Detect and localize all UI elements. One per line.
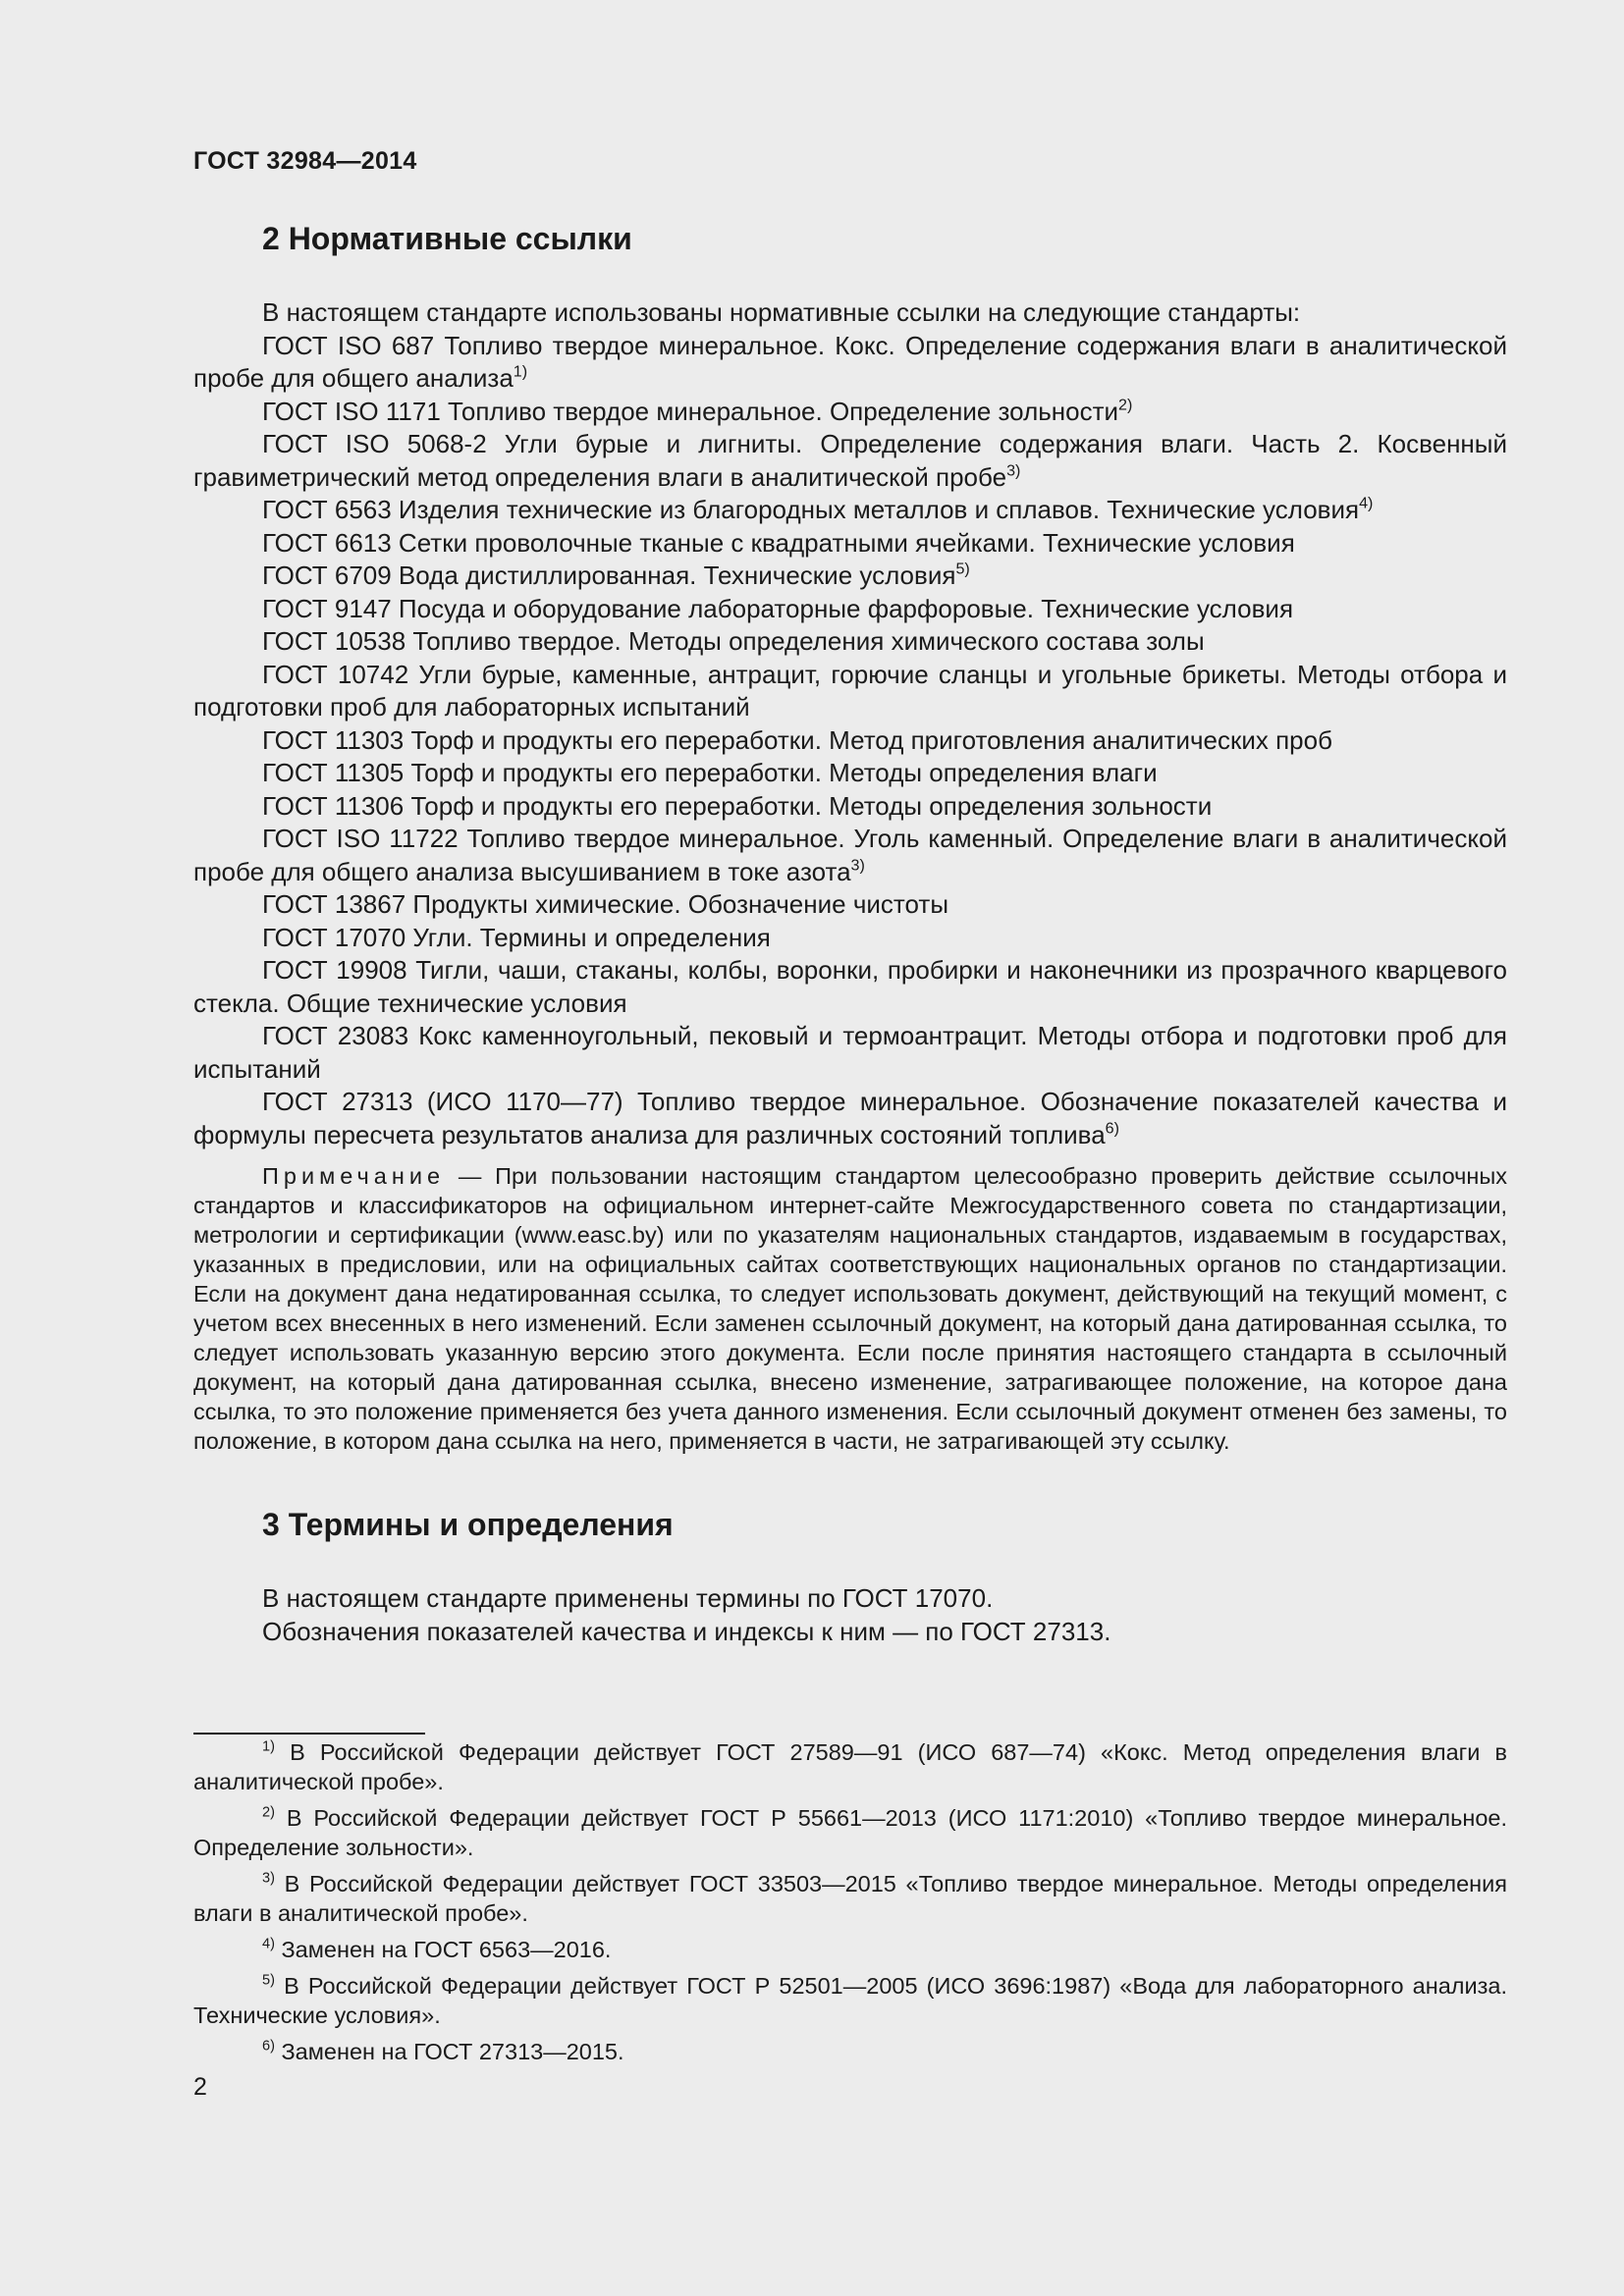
section-3 bbox=[193, 1507, 1507, 1648]
footnote-ref: 1) bbox=[513, 362, 528, 381]
reference-item: ГОСТ 17070 Угли. Термины и определения bbox=[262, 922, 771, 952]
note-label: Примечание bbox=[262, 1163, 446, 1189]
reference-item: ГОСТ 6709 Вода дистиллированная. Технические условия$^{5)}$ bbox=[262, 560, 970, 590]
section-3-line: В настоящем стандарте применены термины по ГОСТ 17070. bbox=[262, 1583, 994, 1613]
reference-item: ГОСТ ISO 687 Топливо твердое минеральное. Кокс. Определение содержания влаги в аналитической пробе для общего анализа$^{1)}$ bbox=[193, 330, 1507, 393]
note-paragraph bbox=[193, 1161, 1507, 1456]
reference-item: ГОСТ 10742 Угли бурые, каменные, антрацит, горючие сланцы и угольные брикеты. Методы отбора и подготовки проб для лабораторных испытаний bbox=[193, 659, 1507, 721]
footnote-ref: 3) bbox=[850, 856, 865, 875]
reference-item: ГОСТ 11306 Торф и продукты его переработки. Методы определения зольности bbox=[262, 790, 1213, 821]
footnote-item: $^{5)}$ В Российской Федерации действует ГОСТ Р 52501—2005 (ИСО 3696:1987) «Вода для лабораторного анализа. Технические условия». bbox=[193, 1972, 1507, 2028]
footnote-item: $^{3)}$ В Российской Федерации действует ГОСТ 33503—2015 «Топливо твердое минеральное. Методы определения влаги в аналитической пробе». bbox=[193, 1870, 1507, 1926]
note-text: — При пользовании настоящим стандартом целесообразно проверить действие ссылочных стандартов и классификаторов на официальном интернет-сайте Межгосударственного совета по стандартизации, метрологии и сертификации (www.easc.by) или по указателям национальных стандартов, издаваемым в государствах, указанных в предисловии, или на официальных сайтах соответствующих национальных органов по стандартизации. Если на документ дана недатированная ссылка, то следует использовать документ, действующий на текущий момент, с учетом всех внесенных в него изменений. Если заменен ссылочный документ, на который дана датированная ссылка, то следует использовать указанную версию этого документа. Если после принятия настоящего стандарта в ссылочный документ, на который дана датированная ссылка, внесено изменение, затрагивающее положение, на которое дана ссылка, то это положение применяется без учета данного изменения. Если ссылочный документ отменен без замены, то положение, в котором дана ссылка на него, применяется в части, не затрагивающей эту ссылку. bbox=[193, 1163, 1507, 1454]
section-2-title: 2 Нормативные ссылки bbox=[262, 221, 632, 256]
reference-item: ГОСТ 6613 Сетки проволочные тканые с квадратными ячейками. Технические условия bbox=[262, 527, 1295, 558]
reference-item: ГОСТ 13867 Продукты химические. Обозначение чистоты bbox=[262, 889, 949, 919]
footnote-item: $^{1)}$ В Российской Федерации действует ГОСТ 27589—91 (ИСО 687—74) «Кокс. Метод определения влаги в аналитической пробе». bbox=[193, 1738, 1507, 1794]
footnote-item: $^{2)}$ В Российской Федерации действует ГОСТ Р 55661—2013 (ИСО 1171:2010) «Топливо твердое минеральное. Определение зольности». bbox=[193, 1804, 1507, 1860]
footnote-ref: 3) bbox=[1006, 461, 1021, 480]
reference-item: ГОСТ 11305 Торф и продукты его переработки. Методы определения влаги bbox=[262, 758, 1158, 787]
footnote-ref: 2) bbox=[1118, 396, 1133, 414]
reference-item: ГОСТ ISO 1171 Топливо твердое минеральное. Определение зольности$^{2)}$ bbox=[262, 396, 1133, 426]
page-number: 2 bbox=[193, 2073, 207, 2101]
section-2-intro: В настоящем стандарте использованы нормативные ссылки на следующие стандарты: bbox=[262, 297, 1301, 327]
reference-item: ГОСТ 23083 Кокс каменноугольный, пековый и термоантрацит. Методы отбора и подготовки проб для испытаний bbox=[193, 1021, 1507, 1084]
reference-item: ГОСТ 9147 Посуда и оборудование лабораторные фарфоровые. Технические условия bbox=[262, 593, 1294, 623]
footnote-item: $^{6)}$ Заменен на ГОСТ 27313—2015. bbox=[262, 2038, 624, 2064]
footnote-item: $^{4)}$ Заменен на ГОСТ 6563—2016. bbox=[262, 1936, 612, 1962]
footnotes bbox=[193, 1737, 1507, 2073]
document-header: ГОСТ 32984—2014 bbox=[193, 147, 417, 175]
reference-item: ГОСТ 27313 (ИСО 1170—77) Топливо твердое минеральное. Обозначение показателей качества и формулы пересчета результатов анализа для различных состояний топлива$^{6)}$ bbox=[193, 1087, 1507, 1149]
section-3-line: Обозначения показателей качества и индексы к ним — по ГОСТ 27313. bbox=[262, 1616, 1111, 1646]
section-3-title: 3 Термины и определения bbox=[262, 1507, 674, 1542]
footnote-ref: 5) bbox=[955, 560, 970, 578]
reference-item: ГОСТ 19908 Тигли, чаши, стаканы, колбы, воронки, пробирки и наконечники из прозрачного кварцевого стекла. Общие технические условия bbox=[193, 955, 1507, 1018]
footnote-separator bbox=[193, 1733, 425, 1735]
footnote-ref: 6) bbox=[1105, 1119, 1119, 1138]
footnote-ref: 4) bbox=[1359, 494, 1374, 512]
main-content bbox=[193, 221, 1507, 1648]
reference-item: ГОСТ 6563 Изделия технические из благородных металлов и сплавов. Технические условия$^{4)}$ bbox=[262, 494, 1374, 524]
reference-item: ГОСТ 11303 Торф и продукты его переработки. Метод приготовления аналитических проб bbox=[262, 724, 1332, 755]
reference-item: ГОСТ ISO 11722 Топливо твердое минеральное. Уголь каменный. Определение влаги в аналитической пробе для общего анализа высушиванием в токе азота$^{3)}$ bbox=[193, 824, 1507, 886]
reference-item: ГОСТ ISO 5068-2 Угли бурые и лигниты. Определение содержания влаги. Часть 2. Косвенный гравиметрический метод определения влаги в аналитической пробе$^{3)}$ bbox=[193, 429, 1507, 492]
reference-list bbox=[193, 330, 1507, 1152]
reference-item: ГОСТ 10538 Топливо твердое. Методы определения химического состава золы bbox=[262, 626, 1205, 656]
